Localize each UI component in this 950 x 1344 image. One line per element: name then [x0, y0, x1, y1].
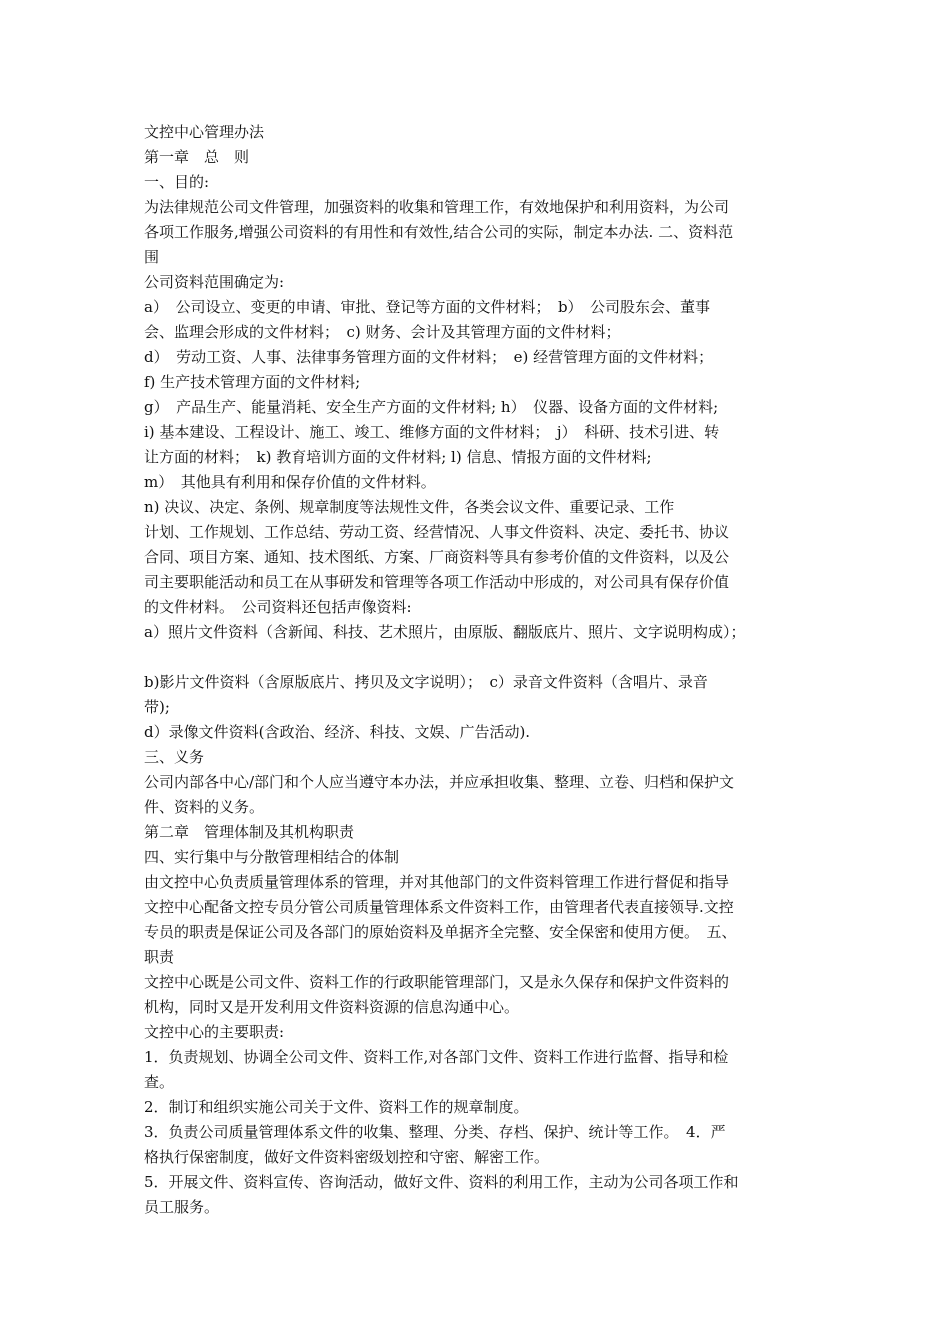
list-item-line: d）录像文件资料(含政治、经济、科技、文娱、广告活动). [144, 723, 531, 741]
paragraph-line: 合同、项目方案、通知、技术图纸、方案、厂商资料等具有参考价值的文件资料，以及公 [144, 548, 730, 566]
paragraph-line: 公司内部各中心/部门和个人应当遵守本办法，并应承担收集、整理、立卷、归档和保护文 [144, 773, 735, 791]
list-item-line: m） 其他具有利用和保存价值的文件材料。 [144, 473, 436, 491]
paragraph-line: 各项工作服务,增强公司资料的有用性和有效性,结合公司的实际，制定本办法. 二、资料范 [144, 223, 734, 241]
list-item-line: 2．制订和组织实施公司关于文件、资料工作的规章制度。 [144, 1098, 529, 1116]
paragraph-line: 件、资料的义务。 [144, 798, 265, 816]
blank-line [144, 645, 824, 670]
list-item-line: i) 基本建设、工程设计、施工、竣工、维修方面的文件材料； j） 科研、技术引进、转 [144, 423, 720, 441]
list-item-line: 员工服务。 [144, 1198, 220, 1216]
list-item-line: 查。 [144, 1073, 175, 1091]
list-item-line: a） 公司设立、变更的申请、审批、登记等方面的文件材料； b） 公司股东会、董事 [144, 298, 711, 316]
paragraph-line: 文控中心配备文控专员分管公司质量管理体系文件资料工作，由管理者代表直接领导.文控 [144, 898, 734, 916]
list-item-line: 3．负责公司质量管理体系文件的收集、整理、分类、存档、保护、统计等工作。 4．严 [144, 1123, 726, 1141]
paragraph-line: 为法律规范公司文件管理，加强资料的收集和管理工作，有效地保护和利用资料，为公司 [144, 198, 730, 216]
list-item-line: d） 劳动工资、人事、法律事务管理方面的文件材料； e) 经营管理方面的文件材料； [144, 348, 714, 366]
list-item-line: 5．开展文件、资料宣传、咨询活动，做好文件、资料的利用工作，主动为公司各项工作和 [144, 1173, 739, 1191]
paragraph-line: 围 [144, 248, 160, 266]
document-title: 文控中心管理办法 [144, 123, 265, 141]
chapter-heading: 第二章 管理体制及其机构职责 [144, 823, 355, 841]
document-page [144, 120, 824, 1220]
list-item-line: g） 产品生产、能量消耗、安全生产方面的文件材料; h） 仪器、设备方面的文件材料; [144, 398, 719, 416]
chapter-heading: 第一章 总 则 [144, 148, 250, 166]
paragraph-line: 专员的职责是保证公司及各部门的原始资料及单据齐全完整、安全保密和使用方便。 五、 [144, 923, 737, 941]
paragraph-line: 的文件材料。 公司资料还包括声像资料: [144, 598, 412, 616]
section-heading: 四、实行集中与分散管理相结合的体制 [144, 848, 400, 866]
paragraph-line: 计划、工作规划、工作总结、劳动工资、经营情况、人事文件资料、决定、委托书、协议 [144, 523, 730, 541]
paragraph-line: 公司资料范围确定为: [144, 273, 285, 291]
list-item-line: 格执行保密制度，做好文件资料密级划控和守密、解密工作。 [144, 1148, 550, 1166]
paragraph-line: 文控中心的主要职责: [144, 1023, 285, 1041]
list-item-line: f) 生产技术管理方面的文件材料; [144, 373, 361, 391]
paragraph-line: 职责 [144, 948, 175, 966]
list-item-line: 会、监理会形成的文件材料； c) 财务、会计及其管理方面的文件材料； [144, 323, 621, 341]
list-item-line: n) 决议、决定、条例、规章制度等法规性文件，各类会议文件、重要记录、工作 [144, 498, 675, 516]
list-item-line: 1．负责规划、协调全公司文件、资料工作,对各部门文件、资料工作进行监督、指导和检 [144, 1048, 729, 1066]
list-item-line: b)影片文件资料（含原版底片、拷贝及文字说明）； c）录音文件资料（含唱片、录音 [144, 673, 708, 691]
paragraph-line: 文控中心既是公司文件、资料工作的行政职能管理部门，又是永久保存和保护文件资料的 [144, 973, 730, 991]
section-heading: 一、目的: [144, 173, 210, 191]
list-item-line: 让方面的材料； k) 教育培训方面的文件材料; l) 信息、情报方面的文件材料; [144, 448, 652, 466]
paragraph-line: 机构，同时又是开发利用文件资料资源的信息沟通中心。 [144, 998, 520, 1016]
paragraph-line: 司主要职能活动和员工在从事研发和管理等各项工作活动中形成的，对公司具有保存价值 [144, 573, 730, 591]
section-heading: 三、义务 [144, 748, 205, 766]
paragraph-line: 由文控中心负责质量管理体系的管理，并对其他部门的文件资料管理工作进行督促和指导 [144, 873, 730, 891]
list-item-line: a）照片文件资料（含新闻、科技、艺术照片，由原版、翻版底片、照片、文字说明构成）； [144, 623, 746, 641]
list-item-line: 带); [144, 698, 170, 716]
